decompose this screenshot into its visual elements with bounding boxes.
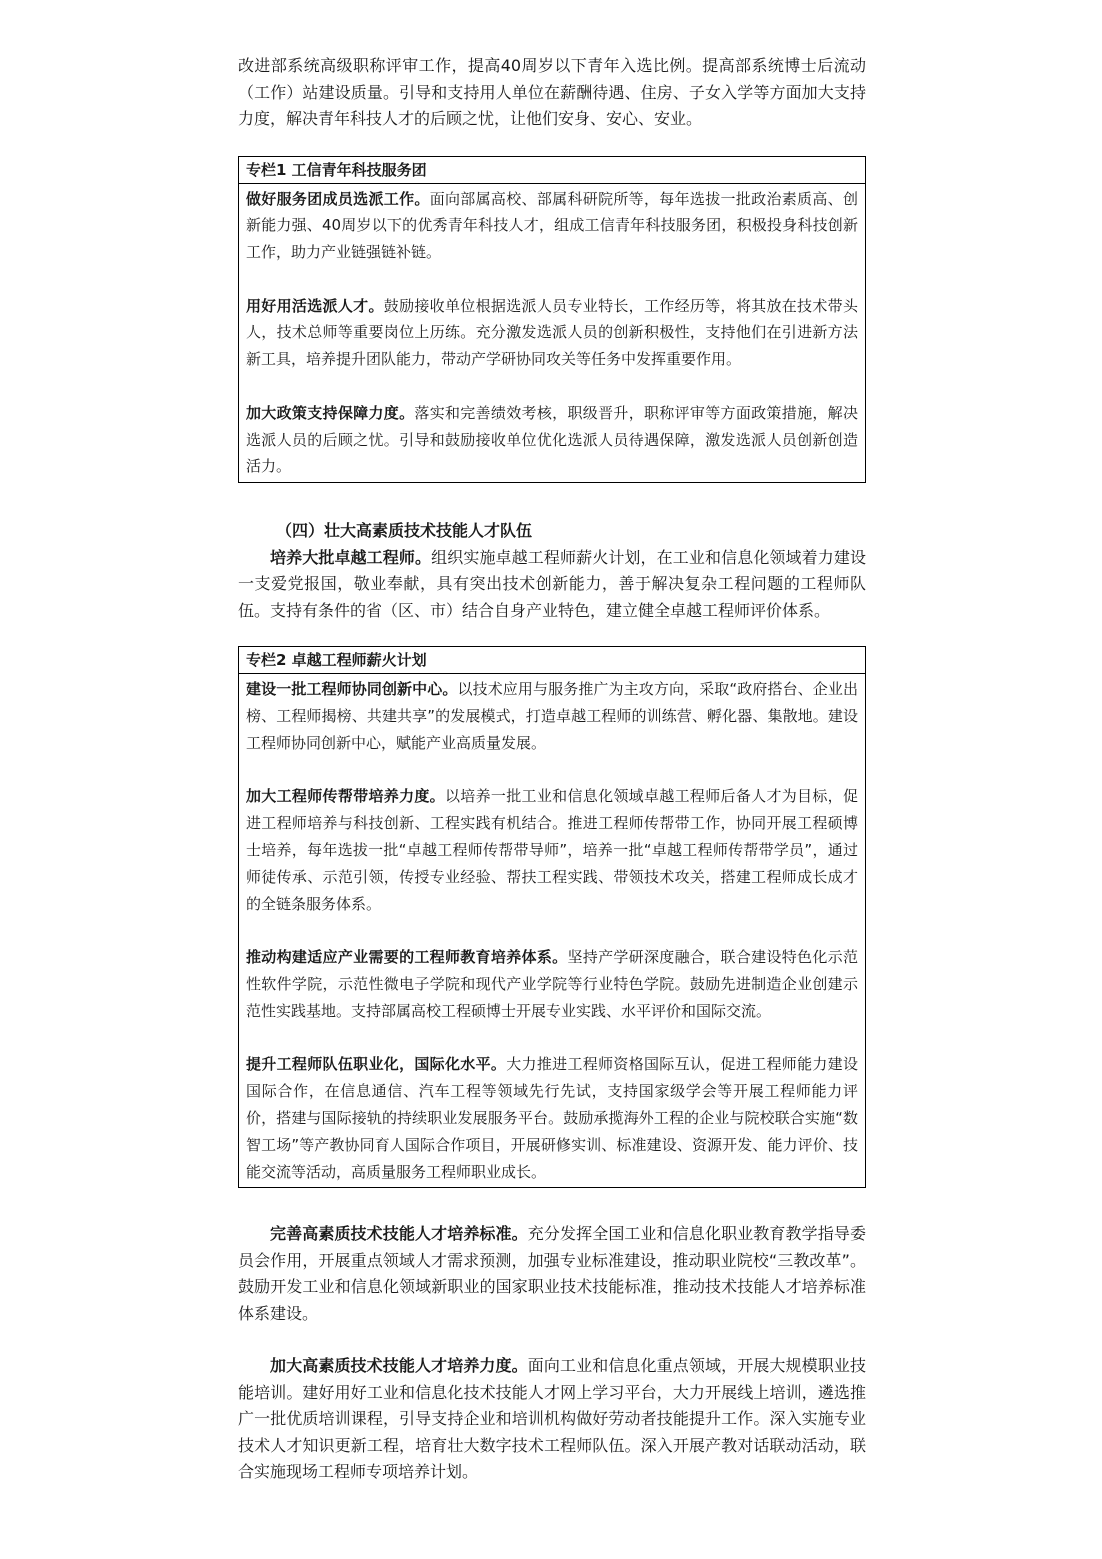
column-box-1 bbox=[238, 156, 866, 484]
box1-item-3 bbox=[246, 400, 858, 480]
column-box-2-body bbox=[239, 674, 865, 1187]
standards-lead: 完善高素质技术技能人才培养标准。 bbox=[270, 1224, 528, 1244]
column-box-2-title: 专栏2 卓越工程师薪火计划 bbox=[239, 647, 865, 674]
box2-item-1-lead: 建设一批工程师协同创新中心。 bbox=[246, 680, 458, 699]
box1-item-2-text: 鼓励接收单位根据选派人员专业特长，工作经历等，将其放在技术带头人，技术总师等重要岗位上历练。充分激发选派人员的创新积极性，支持他们在引进新方法新工具，培养提升团队能力，带动产学研协同攻关等任务中发挥重要作用。 bbox=[246, 296, 858, 369]
intro-paragraph: 改进部系统高级职称评审工作，提高40周岁以下青年入选比例。提高部系统博士后流动（工作）站建设质量。引导和支持用人单位在薪酬待遇、住房、子女入学等方面加大支持力度，解决青年科技人才的后顾之忧，让他们安身、安心、安业。 bbox=[238, 56, 866, 128]
column-box-1-title: 专栏1 工信青年科技服务团 bbox=[239, 157, 865, 184]
section4-text: 组织实施卓越工程师薪火计划，在工业和信息化领域着力建设一支爱党报国，敬业奉献，具有突出技术创新能力，善于解决复杂工程问题的工程师队伍。支持有条件的省（区、市）结合自身产业特色，建立健全卓越工程师评价体系。 bbox=[238, 547, 866, 620]
box1-item-1-lead: 做好服务团成员选派工作。 bbox=[246, 189, 430, 208]
box2-item-4 bbox=[246, 1051, 858, 1185]
training-paragraph bbox=[238, 1353, 866, 1486]
training-lead: 加大高素质技术技能人才培养力度。 bbox=[270, 1356, 528, 1376]
box2-item-3 bbox=[246, 944, 858, 1024]
box2-item-1-text: 以技术应用与服务推广为主攻方向，采取“政府搭台、企业出榜、工程师揭榜、共建共享”的发展模式，打造卓越工程师的训练营、孵化器、集散地。建设工程师协同创新中心，赋能产业高质量发展。 bbox=[246, 680, 858, 752]
section4-lead: 培养大批卓越工程师。 bbox=[270, 547, 432, 567]
section4-paragraph bbox=[238, 545, 866, 625]
standards-text: 充分发挥全国工业和信息化职业教育教学指导委员会作用，开展重点领域人才需求预测，加强专业标准建设，推动职业院校“三教改革”。鼓励开发工业和信息化领域新职业的国家职业技术技能标准，推动技术技能人才培养标准体系建设。 bbox=[238, 1224, 866, 1323]
box2-item-4-lead: 提升工程师队伍职业化，国际化水平。 bbox=[246, 1055, 507, 1074]
box1-item-1 bbox=[246, 186, 858, 266]
box1-item-3-text: 落实和完善绩效考核，职级晋升，职称评审等方面政策措施，解决选派人员的后顾之忧。引导和鼓励接收单位优化选派人员待遇保障，激发选派人员创新创造活力。 bbox=[246, 403, 858, 476]
column-box-1-body bbox=[239, 184, 865, 483]
section-heading: （四）壮大高素质技术技能人才队伍 bbox=[276, 521, 533, 541]
box2-item-2-text: 以培养一批工业和信息化领域卓越工程师后备人才为目标，促进工程师培养与科技创新、工程实践有机结合。推进工程师传帮带工作，协同开展工程硕博士培养，每年选拔一批“卓越工程师传帮带导师”，培养一批“卓越工程师传帮带学员”，通过师徒传承、示范引领，传授专业经验、帮扶工程实践、带领技术攻关，搭建工程师成长成才的全链条服务体系。 bbox=[246, 787, 858, 913]
column-box-2 bbox=[238, 646, 866, 1188]
box2-item-2 bbox=[246, 783, 858, 917]
box2-item-4-text: 大力推进工程师资格国际互认，促进工程师能力建设国际合作，在信息通信、汽车工程等领域先行先试，支持国家级学会等开展工程师能力评价，搭建与国际接轨的持续职业发展服务平台。鼓励承揽海外工程的企业与院校联合实施“数智工场”等产教协同育人国际合作项目，开展研修实训、标准建设、资源开发、能力评价、技能交流等活动，高质量服务工程师职业成长。 bbox=[246, 1055, 858, 1181]
box2-item-2-lead: 加大工程师传帮带培养力度。 bbox=[246, 787, 445, 806]
training-text: 面向工业和信息化重点领域，开展大规模职业技能培训。建好用好工业和信息化技术技能人才网上学习平台，大力开展线上培训，遴选推广一批优质培训课程，引导支持企业和培训机构做好劳动者技能提升工作。深入实施专业技术人才知识更新工程，培育壮大数字技术工程师队伍。深入开展产教对话联动活动，联合实施现场工程师专项培养计划。 bbox=[238, 1356, 866, 1482]
box1-item-1-text: 面向部属高校、部属科研院所等，每年选拔一批政治素质高、创新能力强、40周岁以下的优秀青年科技人才，组成工信青年科技服务团，积极投身科技创新工作，助力产业链强链补链。 bbox=[246, 189, 858, 262]
box1-item-2 bbox=[246, 293, 858, 373]
box2-item-1 bbox=[246, 676, 858, 756]
document-page bbox=[238, 53, 866, 1486]
box1-item-3-lead: 加大政策支持保障力度。 bbox=[246, 403, 415, 422]
box2-item-3-text: 坚持产学研深度融合，联合建设特色化示范性软件学院，示范性微电子学院和现代产业学院等行业特色学院。鼓励先进制造企业创建示范性实践基地。支持部属高校工程硕博士开展专业实践、水平评价和国际交流。 bbox=[246, 948, 858, 1020]
standards-paragraph bbox=[238, 1221, 866, 1327]
box1-item-2-lead: 用好用活选派人才。 bbox=[246, 296, 384, 315]
box2-item-3-lead: 推动构建适应产业需要的工程师教育培养体系。 bbox=[246, 948, 568, 967]
